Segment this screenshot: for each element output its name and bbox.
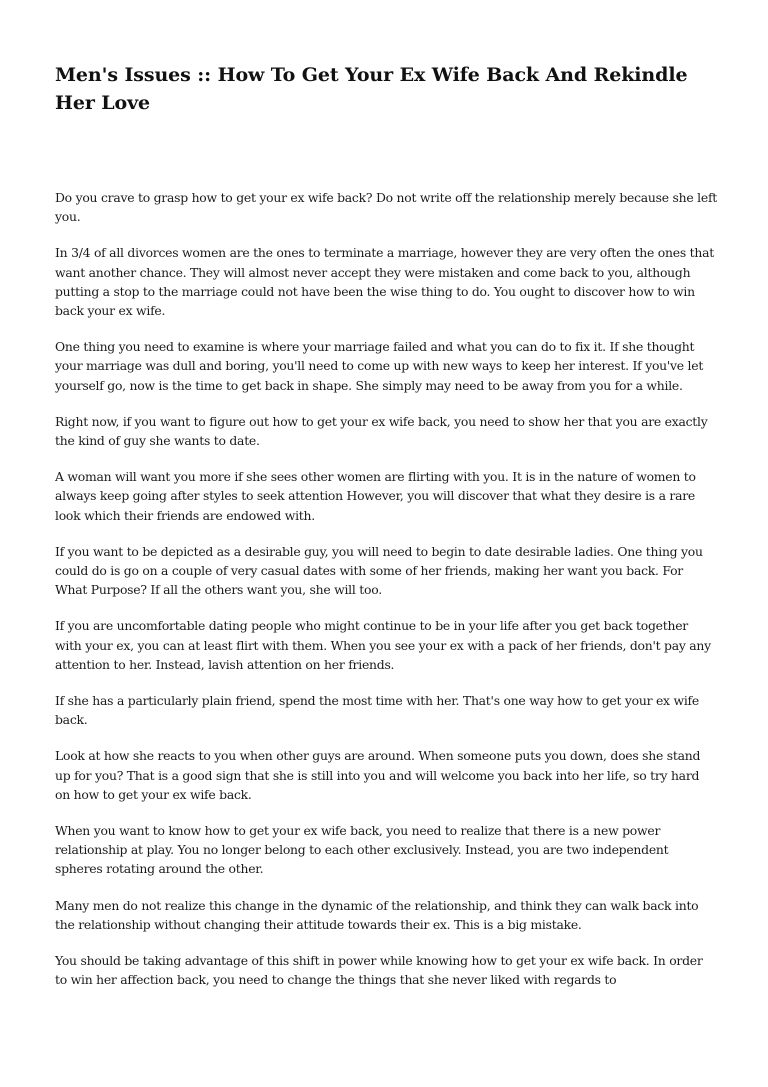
paragraph: When you want to know how to get your ex wife back, you need to realize that there is a new power relationship at play. You no longer belong to each other exclusively. Instead, you are two independent spheres rotating around the other. [55,823,669,877]
paragraph: Look at how she reacts to you when other guys are around. When someone puts you down, does she stand up for you? That is a good sign that she is still into you and will welcome you back into her life, so try hard on how to get your ex wife back. [55,748,701,802]
paragraph: In 3/4 of all divorces women are the ones to terminate a marriage, however they are very often the ones that want another chance. They will almost never accept they were mistaken and come back to you, although putting a stop to the marriage could not have been the wise thing to do. You ought to discover how to win back your ex wife. [55,245,714,319]
paragraph: Do you crave to grasp how to get your ex wife back? Do not write off the relationship merely because she left you. [55,190,718,225]
paragraph: If you are uncomfortable dating people who might continue to be in your life after you get back together with your ex, you can at least flirt with them. When you see your ex with a pack of her friends, don't pay any attention to her. Instead, lavish attention on her friends. [55,618,711,672]
article-body [55,188,717,1007]
paragraph: Right now, if you want to figure out how to get your ex wife back, you need to show her that you are exactly the kind of guy she wants to date. [55,413,708,449]
paragraph: A woman will want you more if she sees other women are flirting with you. It is in the nature of women to always keep going after styles to seek attention However, you will discover that what they desire is a rare look which their friends are endowed with. [55,469,696,523]
paragraph: If you want to be depicted as a desirable guy, you will need to begin to date desirable ladies. One thing you could do is go on a couple of very casual dates with some of her friends, making her want you back. For What Purpose? If all the others want you, she will too. [55,543,703,598]
paragraph: One thing you need to examine is where your marriage failed and what you can do to fix it. If she thought your marriage was dull and boring, you'll need to come up with new ways to keep her interest. If you've let yourself go, now is the time to get back in shape. She simply may need to be away from you for a while. [55,339,704,393]
paragraph: If she has a particularly plain friend, spend the most time with her. That's one way how to get your ex wife back. [55,693,699,728]
paragraph: Many men do not realize this change in the dynamic of the relationship, and think they can walk back into the relationship without changing their attitude towards their ex. This is a big mistake. [55,897,699,932]
page-title: Men's Issues :: How To Get Your Ex Wife Back And Rekindle Her Love [55,64,688,114]
paragraph: You should be taking advantage of this shift in power while knowing how to get your ex wife back. In order to win her affection back, you need to change the things that she never liked with regards to [55,953,703,988]
